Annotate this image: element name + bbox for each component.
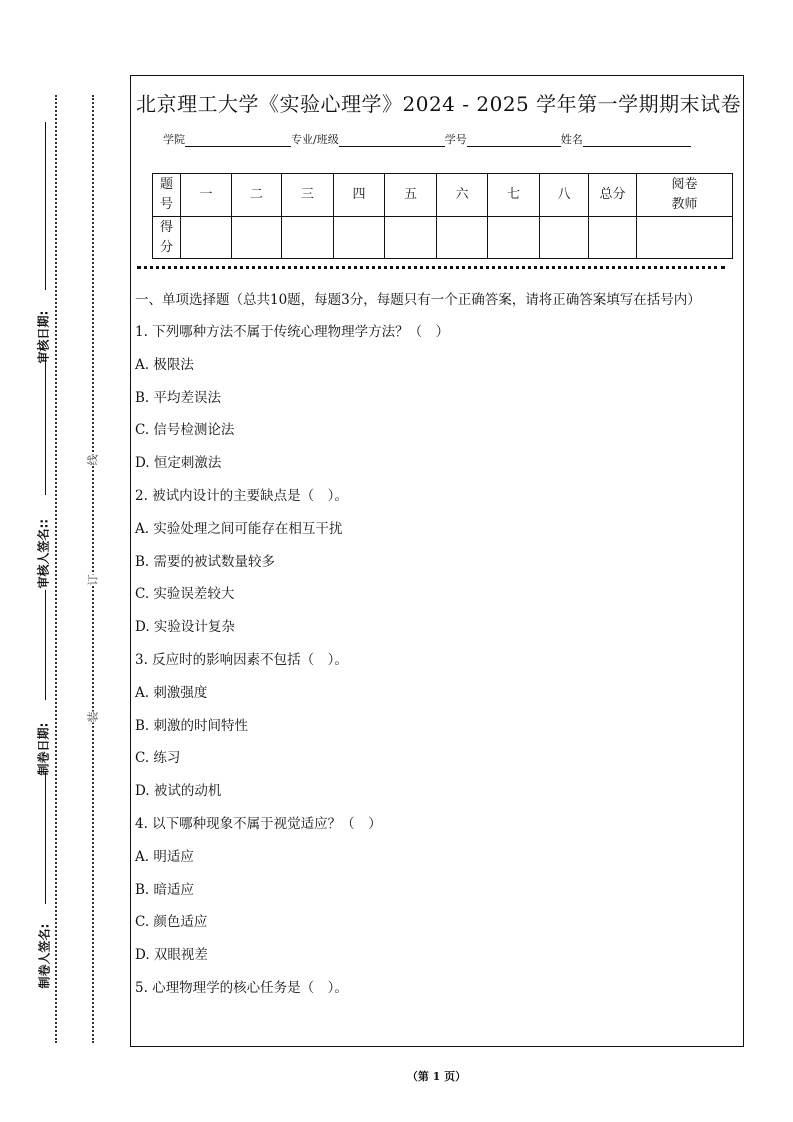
review-date-label: 审核日期:: [36, 310, 51, 364]
column-header: 五: [385, 174, 437, 217]
score-cell[interactable]: [282, 217, 334, 259]
column-header: 六: [437, 174, 488, 217]
signature-line: [45, 355, 46, 495]
column-header: 八: [540, 174, 589, 217]
major-class-field[interactable]: [339, 132, 445, 147]
question-number-label: [153, 174, 181, 217]
paper-maker-signature-label: 制卷人签名:: [37, 923, 52, 989]
score-text: 得分: [159, 219, 173, 255]
college-field[interactable]: [185, 132, 291, 147]
signature-line: [45, 772, 46, 904]
answer-option: A. 实验处理之间可能存在相互干扰: [135, 520, 343, 537]
score-cell[interactable]: [437, 217, 488, 259]
answer-option: B. 平均差误法: [135, 389, 222, 406]
dotted-separator: [137, 266, 725, 269]
margin-dotted-line-left: [55, 95, 57, 1043]
answer-option: D. 被试的动机: [135, 783, 222, 800]
question-section: [135, 290, 740, 1005]
column-header: 三: [282, 174, 334, 217]
question-stem: 5. 心理物理学的核心任务是（ ）。: [135, 979, 348, 996]
score-cell-total[interactable]: [589, 217, 637, 259]
reviewer-signature-label: 审核人签名::: [36, 518, 51, 589]
answer-option: D. 双眼视差: [135, 947, 208, 964]
signature-line: [45, 590, 46, 700]
score-table-score-row: [153, 217, 733, 259]
score-cell[interactable]: [232, 217, 282, 259]
answer-option: C. 实验误差较大: [135, 586, 235, 603]
column-header: 七: [488, 174, 540, 217]
question-stem: 3. 反应时的影响因素不包括（ ）。: [135, 651, 348, 668]
paper-date-label: 制卷日期:: [36, 722, 51, 776]
question-stem: 1. 下列哪种方法不属于传统心理物理学方法？（ ）: [135, 324, 450, 340]
major-class-label: 专业/班级: [291, 133, 339, 146]
column-header-total: 总分: [589, 174, 637, 217]
section-intro: 一、单项选择题（总共10题，每题3分，每题只有一个正确答案，请将正确答案填写在括号内）: [135, 292, 701, 308]
column-header: 二: [232, 174, 282, 217]
exam-title: 北京理工大学《实验心理学》2024 - 2025 学年第一学期期末试卷: [136, 92, 742, 116]
student-info-row: [163, 131, 691, 147]
page-number: （第 1 页）: [406, 1070, 467, 1083]
binding-mark-line: 线: [83, 455, 103, 466]
score-table: [152, 173, 733, 259]
grader-cell[interactable]: [637, 217, 733, 259]
question-number-text: 题号: [159, 177, 173, 212]
answer-option: C. 信号检测论法: [135, 422, 235, 439]
score-table-header-row: [153, 174, 733, 217]
name-field[interactable]: [583, 132, 691, 147]
answer-option: B. 暗适应: [135, 881, 195, 898]
margin-dotted-line-binding: [92, 95, 94, 1043]
binding-mark-bind: 装: [83, 712, 103, 723]
answer-option: B. 刺激的时间特性: [135, 717, 249, 734]
question-stem: 4. 以下哪种现象不属于视觉适应？（ ）: [135, 815, 382, 832]
answer-option: C. 颜色适应: [135, 914, 208, 931]
score-cell[interactable]: [334, 217, 385, 259]
score-label: [153, 217, 181, 259]
answer-option: A. 刺激强度: [135, 684, 208, 701]
question-stem: 2. 被试内设计的主要缺点是（ ）。: [135, 487, 348, 504]
grader-text: 阅卷教师: [671, 177, 698, 212]
binding-mark-staple: 订: [83, 575, 103, 586]
column-header: 一: [181, 174, 232, 217]
score-cell[interactable]: [540, 217, 589, 259]
answer-option: B. 需要的被试数量较多: [135, 553, 276, 570]
column-header: 四: [334, 174, 385, 217]
student-id-label: 学号: [444, 133, 467, 146]
college-label: 学院: [163, 133, 185, 146]
answer-option: D. 恒定刺激法: [135, 455, 222, 472]
student-id-field[interactable]: [467, 132, 561, 147]
score-cell[interactable]: [488, 217, 540, 259]
answer-option: A. 明适应: [135, 848, 194, 865]
score-cell[interactable]: [385, 217, 437, 259]
question-lines: [135, 316, 740, 1005]
answer-option: A. 极限法: [135, 356, 194, 373]
name-label: 姓名: [560, 133, 583, 146]
signature-line: [45, 122, 46, 290]
grader-label: [637, 174, 733, 217]
answer-option: C. 练习: [135, 750, 181, 767]
answer-option: D. 实验设计复杂: [135, 619, 235, 636]
score-cell[interactable]: [181, 217, 232, 259]
